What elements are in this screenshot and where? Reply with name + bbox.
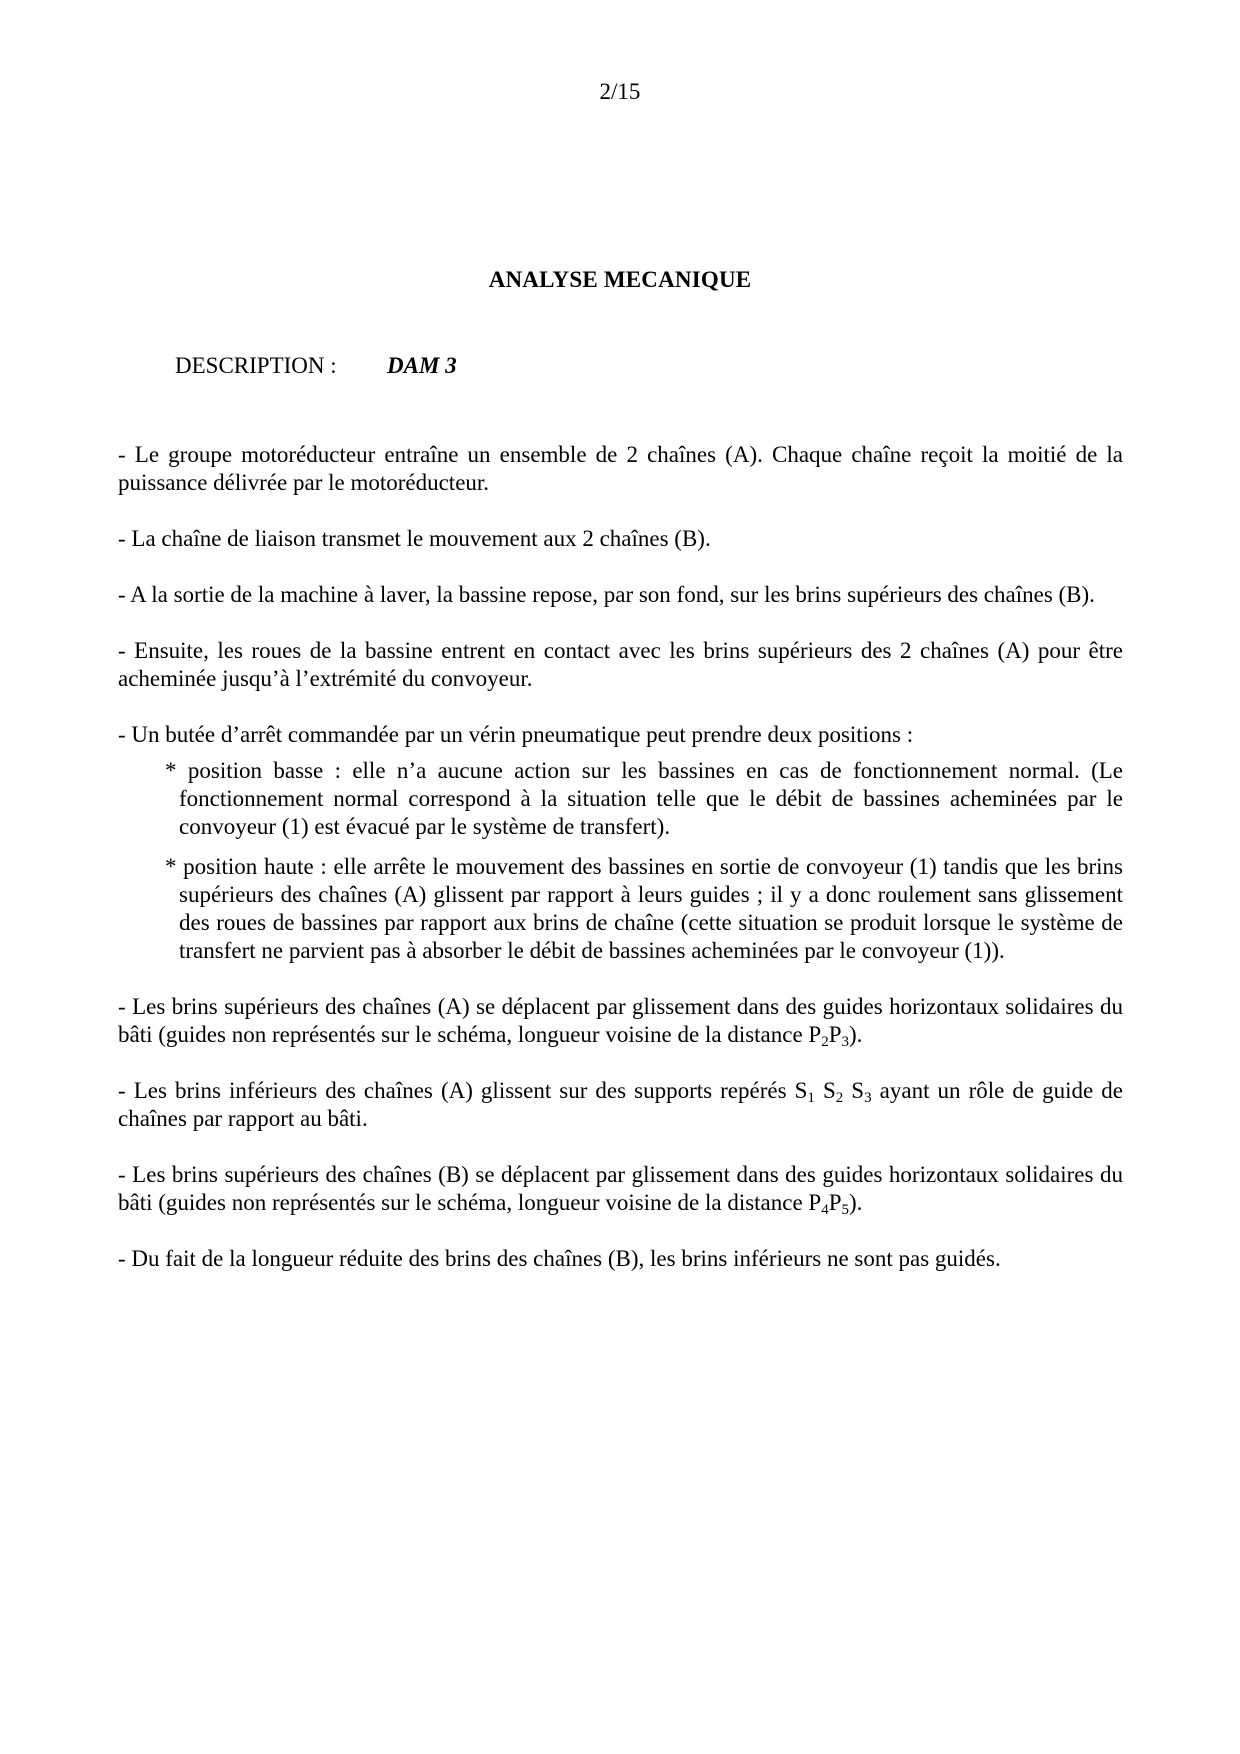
paragraph-butee-arret: - Un butée d’arrêt commandée par un vérin pneumatique peut prendre deux positions : xyxy=(118,722,914,747)
bullet-position-haute: * position haute : elle arrête le mouvement des bassines en sortie de convoyeur (1) tandis que les brins supérieurs des chaînes (A) glissent par rapport à leurs guides ; il y a donc roulement sans glissement des roues de bassines par rapport aux brins de chaîne (cette situation se produit lorsque le système de transfert ne parvient pas à absorber le débit de bassines acheminées par le convoyeur (1)). xyxy=(165,854,1123,963)
paragraph-brins-superieurs-a xyxy=(118,993,1123,1049)
text-segment: ). xyxy=(849,1022,863,1047)
text-segment: S xyxy=(814,1078,836,1103)
text-segment: S xyxy=(843,1078,865,1103)
text-segment: - Les brins supérieurs des chaînes (A) se déplacent par glissement dans des guides horizontaux solidaires du bâti (guides non représentés sur le schéma, longueur voisine de la distance P xyxy=(118,994,1123,1047)
paragraph-brins-superieurs-b xyxy=(118,1161,1123,1217)
paragraph-motoreducteur: - Le groupe motoréducteur entraîne un ensemble de 2 chaînes (A). Chaque chaîne reçoit la moitié de la puissance délivrée par le motoréducteur. xyxy=(118,442,1123,495)
description-value: DAM 3 xyxy=(387,353,457,378)
subscript: 3 xyxy=(841,1034,850,1050)
description-line xyxy=(175,352,457,380)
description-label: DESCRIPTION : xyxy=(175,353,337,378)
subscript: 3 xyxy=(864,1090,872,1106)
page-number: 2/15 xyxy=(599,79,641,104)
paragraph-brins-inferieurs-a xyxy=(118,1077,1123,1133)
paragraph-chaine-liaison: - La chaîne de liaison transmet le mouvement aux 2 chaînes (B). xyxy=(118,526,711,551)
text-segment: - Les brins inférieurs des chaînes (A) glissent sur des supports repérés S xyxy=(118,1078,808,1103)
document-body xyxy=(118,441,1123,1301)
text-segment: ). xyxy=(849,1190,863,1215)
subscript: 1 xyxy=(807,1090,815,1106)
page-title: ANALYSE MECANIQUE xyxy=(488,267,752,292)
subscript: 2 xyxy=(821,1034,829,1050)
text-segment: P xyxy=(828,1022,842,1047)
bullet-position-basse: * position basse : elle n’a aucune action sur les bassines en cas de fonctionnement normal. (Le fonctionnement normal correspond à la situation telle que le débit de bassines acheminées par le convoyeur (1) est évacué par le système de transfert). xyxy=(165,758,1123,839)
text-segment: - Les brins supérieurs des chaînes (B) se déplacent par glissement dans des guides horizontaux solidaires du bâti (guides non représentés sur le schéma, longueur voisine de la distance P xyxy=(118,1162,1123,1215)
text-segment: P xyxy=(828,1190,842,1215)
paragraph-longueur-reduite: - Du fait de la longueur réduite des brins des chaînes (B), les brins inférieurs ne sont pas guidés. xyxy=(118,1246,1001,1271)
paragraph-sortie-machine: - A la sortie de la machine à laver, la bassine repose, par son fond, sur les brins supérieurs des chaînes (B). xyxy=(118,582,1095,607)
subscript: 4 xyxy=(821,1202,829,1218)
paragraph-roues-bassine: - Ensuite, les roues de la bassine entrent en contact avec les brins supérieurs des 2 chaînes (A) pour être acheminée jusqu’à l’extrémité du convoyeur. xyxy=(118,638,1123,691)
text-segment: ayant un rôle de guide de chaînes par rapport au bâti. xyxy=(118,1078,1124,1131)
subscript: 5 xyxy=(841,1202,850,1218)
subscript: 2 xyxy=(835,1090,844,1106)
